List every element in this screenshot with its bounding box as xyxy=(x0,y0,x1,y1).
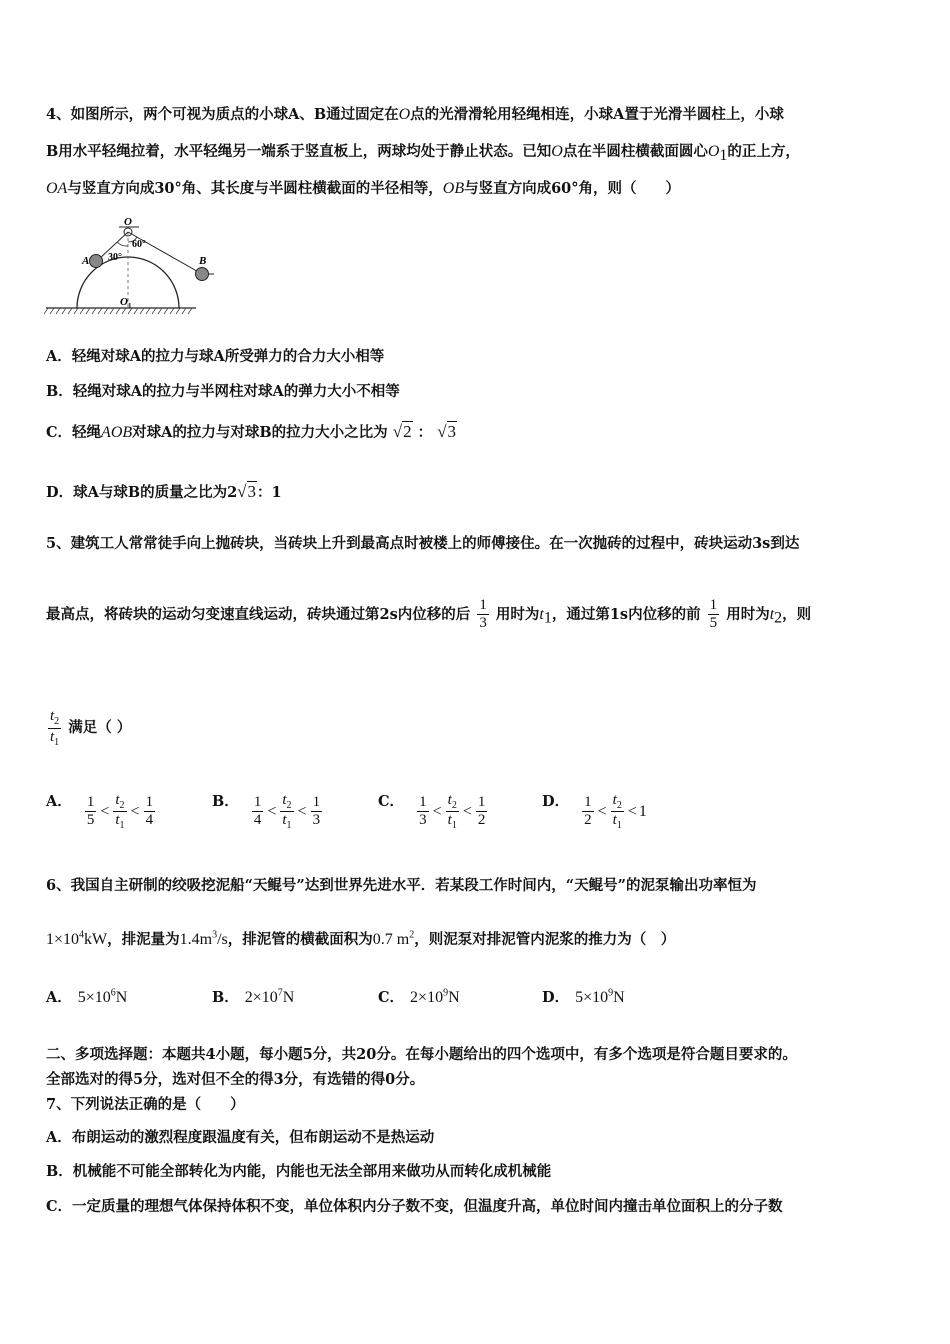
label-o1: O xyxy=(120,296,128,308)
sqrt-3-d: √3 xyxy=(237,482,257,501)
section2-heading-line1: 二、多项选择题：本题共4小题，每小题5分，共20分。在每小题给出的四个选项中，有多个选项是符合题目要求的。 xyxy=(46,1046,797,1063)
q4-stem-line1: 4、如图所示，两个可视为质点的小球A、B通过固定在O点的光滑滑轮用轻绳相连，小球A置于光滑半圆柱上，小球 xyxy=(46,106,784,123)
q4-stem-line3: OA与竖直方向成30°角、其长度与半圆柱横截面的半径相等，OB与竖直方向成60°角，则（ ） xyxy=(46,180,681,197)
q5-option-a: A． $\frac{1}{5}$ < $\frac{t_2}{t_1}$ < $\frac{1}{4}$ xyxy=(46,791,154,832)
q4-option-c: C．轻绳AOB对球A的拉力与对球B的拉力大小之比为 √2 ： √3 xyxy=(46,422,457,441)
label-60: 60° xyxy=(132,239,146,250)
sqrt-3: √3 xyxy=(437,422,457,441)
q5-option-c: C． $\frac{1}{3}$ < $\frac{t_2}{t_1}$ < $\frac{1}{2}$ xyxy=(378,791,486,832)
q6-option-b: B． $2\times 10^7N$ xyxy=(212,987,295,1006)
q5-stem-line3: $\frac{t_2}{t_1}$ 满足（ ） xyxy=(50,708,132,748)
sqrt-2: √2 xyxy=(392,422,412,441)
q5-stem-line1: 5、建筑工人常常徒手向上抛砖块，当砖块上升到最高点时被楼上的师傅接住。在一次抛砖的过程中，砖块运动3s到达 xyxy=(46,535,800,552)
q4-option-a: A．轻绳对球A的拉力与球A所受弹力的合力大小相等 xyxy=(46,348,385,365)
q4-figure xyxy=(44,216,214,322)
ground-hatching xyxy=(44,308,192,314)
ball-a xyxy=(90,255,103,268)
fraction-one-third: $\frac{1}{3}$ xyxy=(479,597,487,632)
label-a: A xyxy=(82,255,90,267)
q6-option-a: A． $5\times 10^6N$ xyxy=(46,987,128,1006)
q6-stem-line2: $1\times 10^4kW$，排泥量为$1.4m^3/s$，排泥管的横截面积为0.7 $m^2$，则泥泵对排泥管内泥浆的推力为（ ） xyxy=(46,929,676,948)
q7-option-c: C．一定质量的理想气体保持体积不变，单位体积内分子数不变，但温度升高，单位时间内撞击单位面积上的分子数 xyxy=(46,1198,783,1215)
fraction-one-fifth: $\frac{1}{5}$ xyxy=(709,597,718,632)
q7-option-a: A．布朗运动的激烈程度跟温度有关，但布朗运动不是热运动 xyxy=(46,1129,435,1146)
ball-b xyxy=(196,268,209,281)
q6-option-c: C． $2\times 10^9N$ xyxy=(378,987,460,1006)
q6-option-d: D． $5\times 10^9N$ xyxy=(542,987,625,1006)
q5-option-d: D． $\frac{1}{2}$ < $\frac{t_2}{t_1}$ < 1 xyxy=(542,791,647,832)
q4-option-b: B．轻绳对球A的拉力与半网柱对球A的弹力大小不相等 xyxy=(46,383,400,400)
q6-stem-line1: 6、我国自主研制的绞吸挖泥船“天鲲号”达到世界先进水平．若某段工作时间内，“天鲲号”的泥泵输出功率恒为 xyxy=(46,877,757,894)
label-30: 30° xyxy=(108,252,122,263)
section2-heading-line2: 全部选对的得5分，选对但不全的得3分，有选错的得0分。 xyxy=(46,1071,425,1088)
label-o: O xyxy=(124,216,132,228)
fraction-t2-t1: $\frac{t_2}{t_1}$ xyxy=(50,708,60,748)
q7-stem: 7、下列说法正确的是（ ） xyxy=(46,1096,245,1113)
angle-30-arc xyxy=(117,242,128,246)
q4-option-d: D．球A与球B的质量之比为2√3：1 xyxy=(46,482,282,501)
q5-stem-line2: 最高点，将砖块的运动匀变速直线运动，砖块通过第2s内位移的后 $\frac{1}{3}$ 用时为$t_1$，通过第1s内位移的前 $\frac{1}{5}$ 用时为$t_2$，则 xyxy=(46,597,812,632)
label-o1-sub: 1 xyxy=(128,302,132,310)
q4-stem-line2: B用水平轻绳拉着，水平轻绳另一端系于竖直板上，两球均处于静止状态。已知O点在半圆柱横截面圆心$O_1$的正上方， xyxy=(46,143,800,164)
label-b: B xyxy=(199,255,207,267)
q7-option-b: B．机械能不可能全部转化为内能，内能也无法全部用来做功从而转化成机械能 xyxy=(46,1163,552,1180)
q5-option-b: B． $\frac{1}{4}$ < $\frac{t_2}{t_1}$ < $\frac{1}{3}$ xyxy=(212,791,321,832)
